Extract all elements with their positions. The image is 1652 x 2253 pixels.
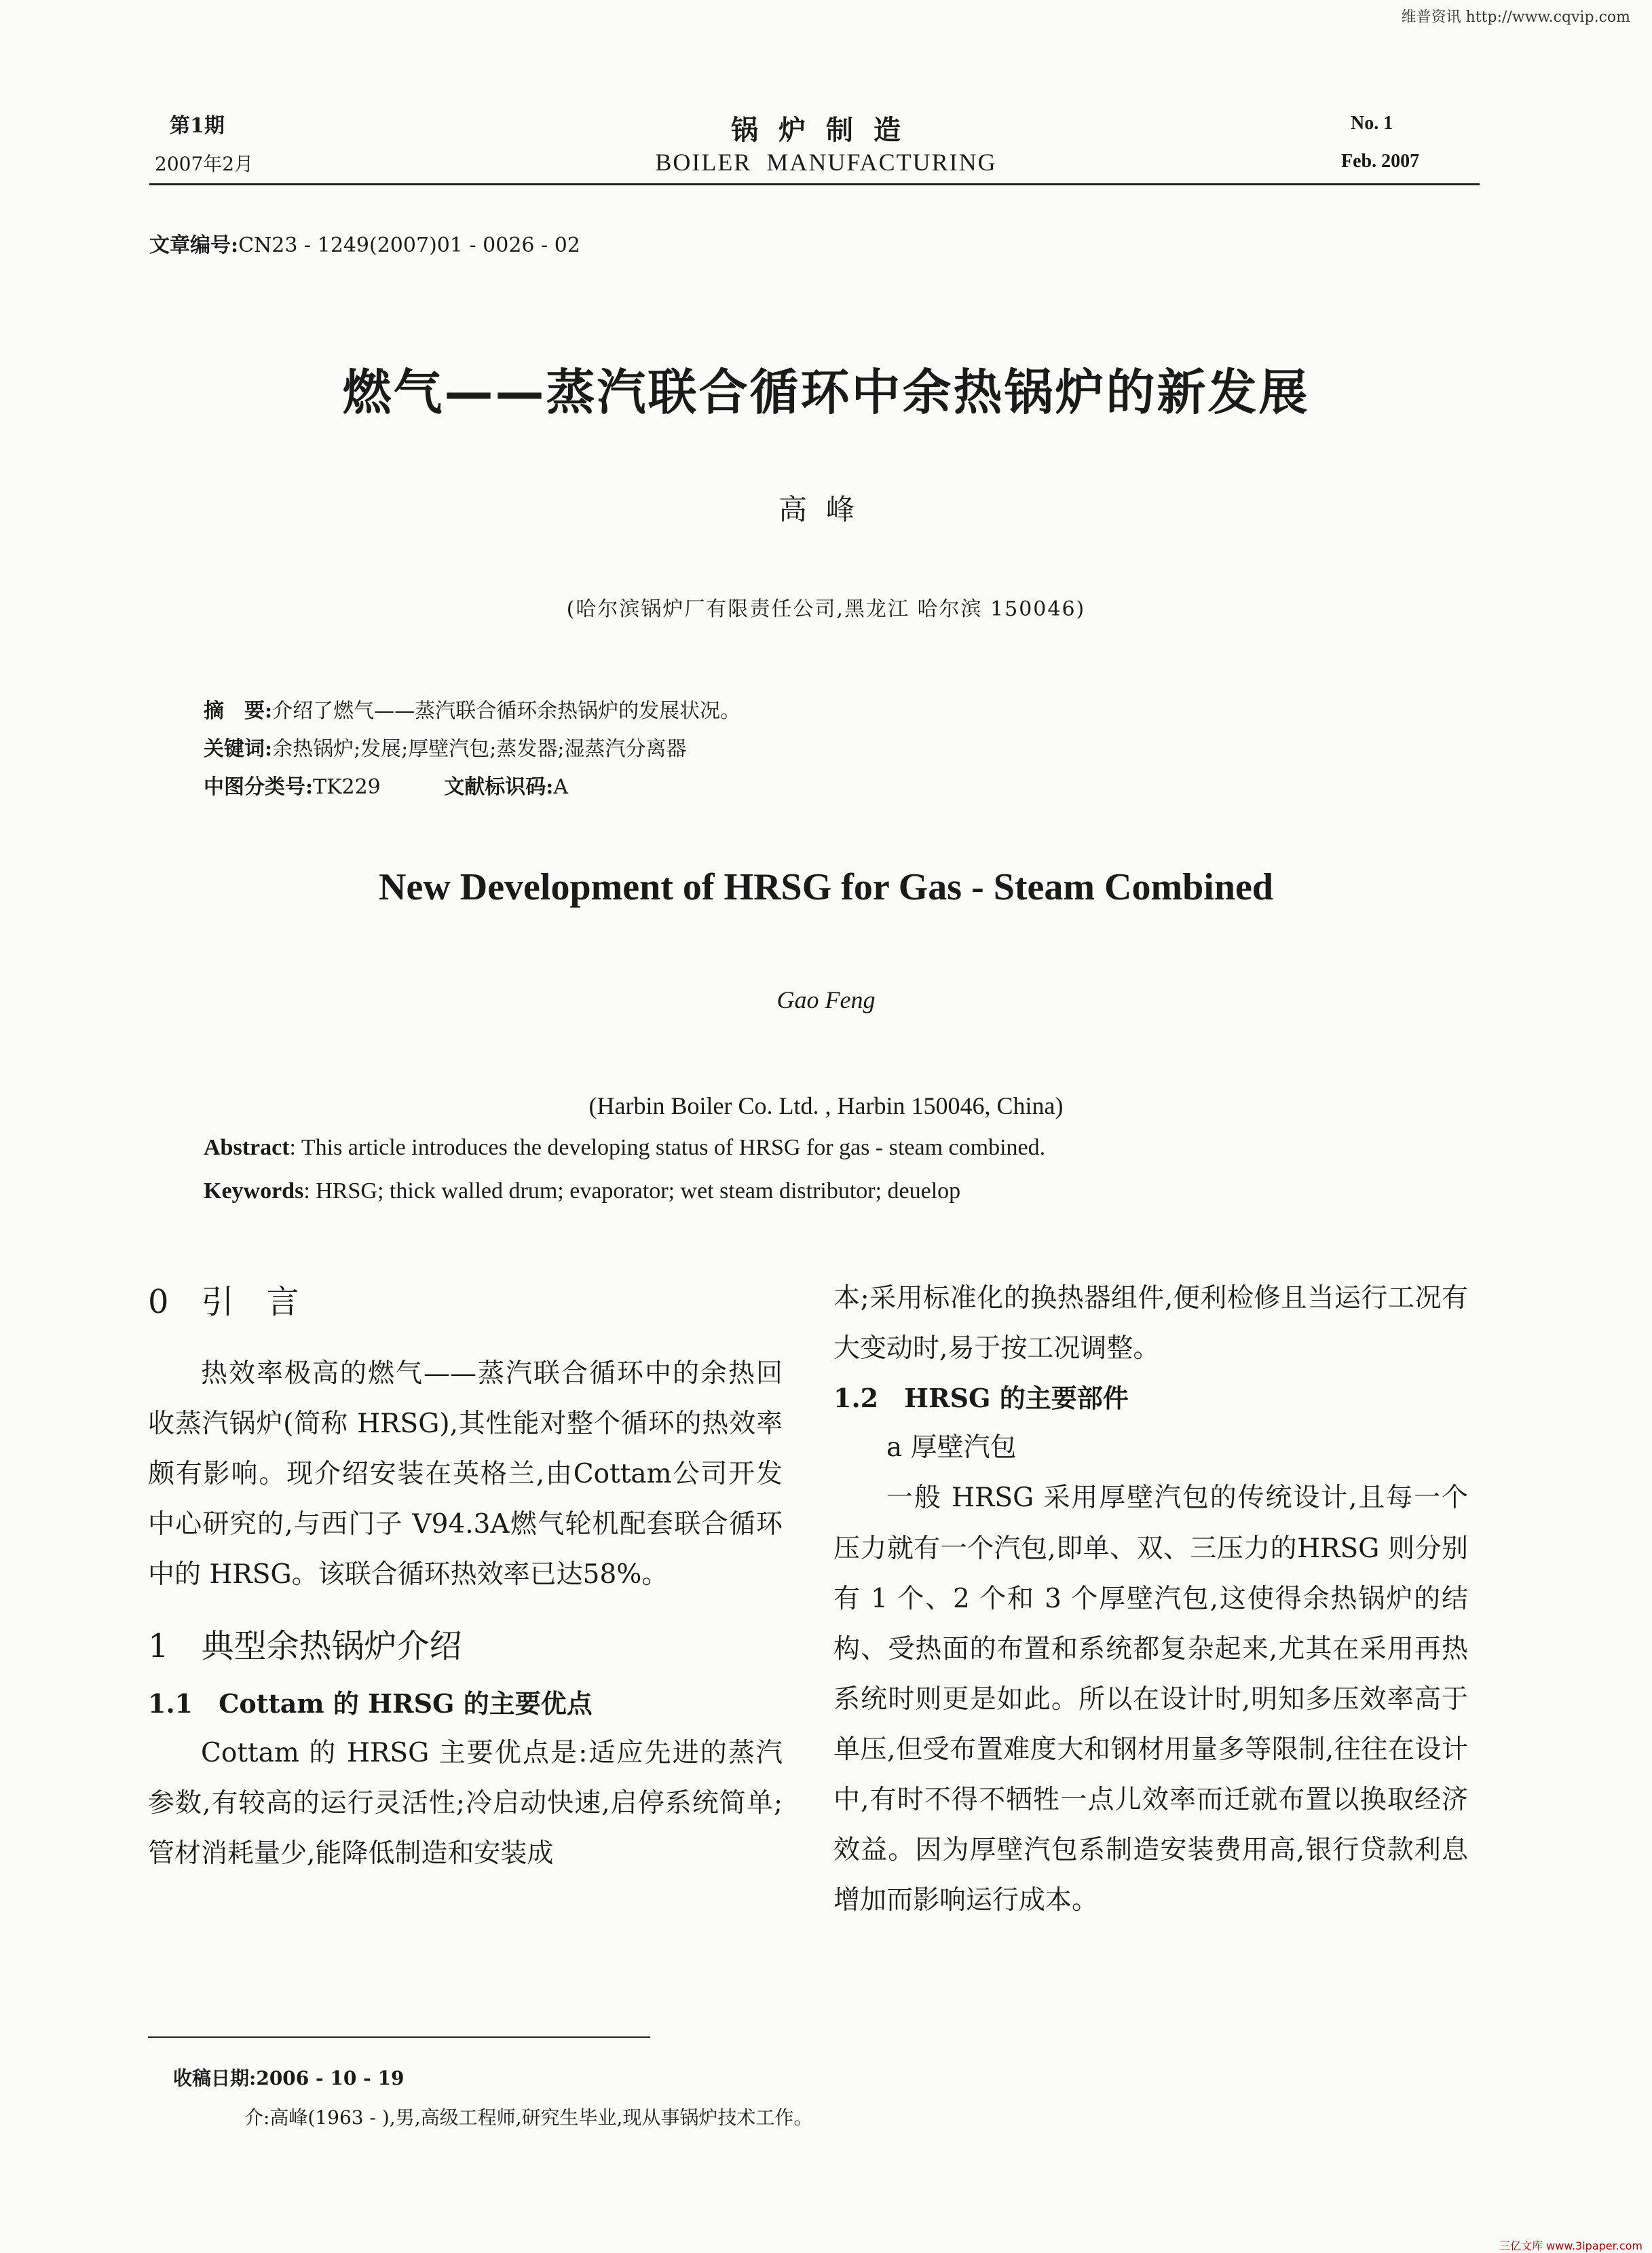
abstract-en-label: Abstract	[204, 1135, 290, 1160]
section-0-paragraph: 热效率极高的燃气——蒸汽联合循环中的余热回收蒸汽锅炉(简称 HRSG),其性能对整个循环的热效率颇有影响。现介绍安装在英格兰,由Cottam公司开发中心研究的,与西门子 V94.3A燃气轮机配套联合循环中的 HRSG。该联合循环热效率已达58%。	[148, 1358, 783, 1590]
keywords-en	[204, 1178, 960, 1204]
affiliation-en: (Harbin Boiler Co. Ltd. , Harbin 150046, China)	[588, 1092, 1064, 1119]
footnote-rule	[148, 2036, 650, 2038]
article-id	[149, 228, 580, 258]
section-1-1-continued: 本;采用标准化的换热器组件,便利检修且当运行工况有大变动时,易于按工况调整。	[833, 1283, 1468, 1364]
journal-title-cn: 锅炉制造	[731, 114, 921, 146]
body-column-right	[833, 1273, 1468, 1926]
keywords-cn-text: 余热锅炉;发展;厚壁汽包;蒸发器;湿蒸汽分离器	[272, 737, 687, 761]
doccode-value: A	[553, 775, 569, 799]
author-name-en: Gao Feng	[776, 986, 876, 1013]
section-1-1-heading: 1.1 Cottam 的 HRSG 的主要优点	[148, 1688, 593, 1719]
keywords-cn	[204, 732, 687, 762]
keywords-en-label: Keywords	[204, 1178, 304, 1204]
paper-title-en: New Development of HRSG for Gas - Steam Combined	[379, 866, 1273, 908]
body-column-left	[148, 1276, 783, 1880]
header-rule	[149, 183, 1480, 185]
section-0-heading: 0 引 言	[148, 1283, 299, 1321]
abstract-cn-text: 介绍了燃气——蒸汽联合循环余热锅炉的发展状况。	[272, 699, 741, 723]
class-value: TK229	[313, 775, 381, 799]
header-issue-en: No. 1	[1351, 113, 1393, 134]
author-name-cn: 高峰	[778, 493, 874, 526]
watermark-text: 维普资讯 http://www.cqvip.com	[1401, 9, 1630, 26]
journal-title-en: BOILER MANUFACTURING	[655, 149, 997, 176]
corner-badge: 三亿文库 www.3ipaper.com	[1499, 2239, 1642, 2252]
affiliation-cn: (哈尔滨锅炉厂有限责任公司,黑龙江 哈尔滨 150046)	[566, 597, 1086, 621]
received-date: 收稿日期:2006 - 10 - 19	[173, 2067, 405, 2089]
article-id-label: 文章编号:	[149, 234, 239, 257]
abstract-en	[204, 1135, 1045, 1161]
header-date-cn: 2007年2月	[155, 153, 254, 175]
doccode-label: 文献标识码:	[444, 775, 554, 799]
classification-row	[204, 770, 568, 800]
abstract-en-text: : This article introduces the developing status of HRSG for gas - steam combined.	[289, 1135, 1046, 1160]
article-id-value: CN23 - 1249(2007)01 - 0026 - 02	[238, 234, 580, 257]
abstract-cn	[204, 694, 740, 724]
class-label: 中图分类号:	[204, 775, 314, 799]
abstract-cn-label: 摘 要:	[204, 699, 273, 723]
keywords-cn-label: 关键词:	[204, 737, 273, 761]
section-1-1-paragraph: Cottam 的 HRSG 主要优点是:适应先进的蒸汽参数,有较高的运行灵活性;冷启动快速,启停系统简单;管材消耗量少,能降低制造和安装成	[148, 1738, 783, 1869]
document-code	[444, 775, 568, 799]
header-issue-cn: 第1期	[170, 114, 225, 138]
section-1-2a-heading: a 厚壁汽包	[886, 1432, 1017, 1464]
author-bio: 介:高峰(1963 - ),男,高级工程师,研究生毕业,现从事锅炉技术工作。	[244, 2106, 813, 2129]
section-1-heading: 1 典型余热锅炉介绍	[148, 1627, 462, 1666]
header-date-en: Feb. 2007	[1341, 151, 1420, 172]
section-1-2-heading: 1.2 HRSG 的主要部件	[833, 1383, 1129, 1414]
keywords-en-text: : HRSG; thick walled drum; evaporator; wet steam distributor; deuelop	[303, 1178, 961, 1204]
paper-title-cn: 燃气——蒸汽联合循环中余热锅炉的新发展	[342, 364, 1310, 421]
section-1-2a-paragraph: 一般 HRSG 采用厚壁汽包的传统设计,且每一个压力就有一个汽包,即单、双、三压力的HRSG 则分别有 1 个、2 个和 3 个厚壁汽包,这使得余热锅炉的结构、受热面的布置和系统都复杂起来,尤其在采用再热系统时则更是如此。所以在设计时,明知多压效率高于单压,但受布置难度大和钢材用量多等限制,往往在设计中,有时不得不牺牲一点儿效率而迁就布置以换取经济效益。因为厚壁汽包系制造安装费用高,银行贷款利息增加而影响运行成本。	[833, 1483, 1468, 1916]
